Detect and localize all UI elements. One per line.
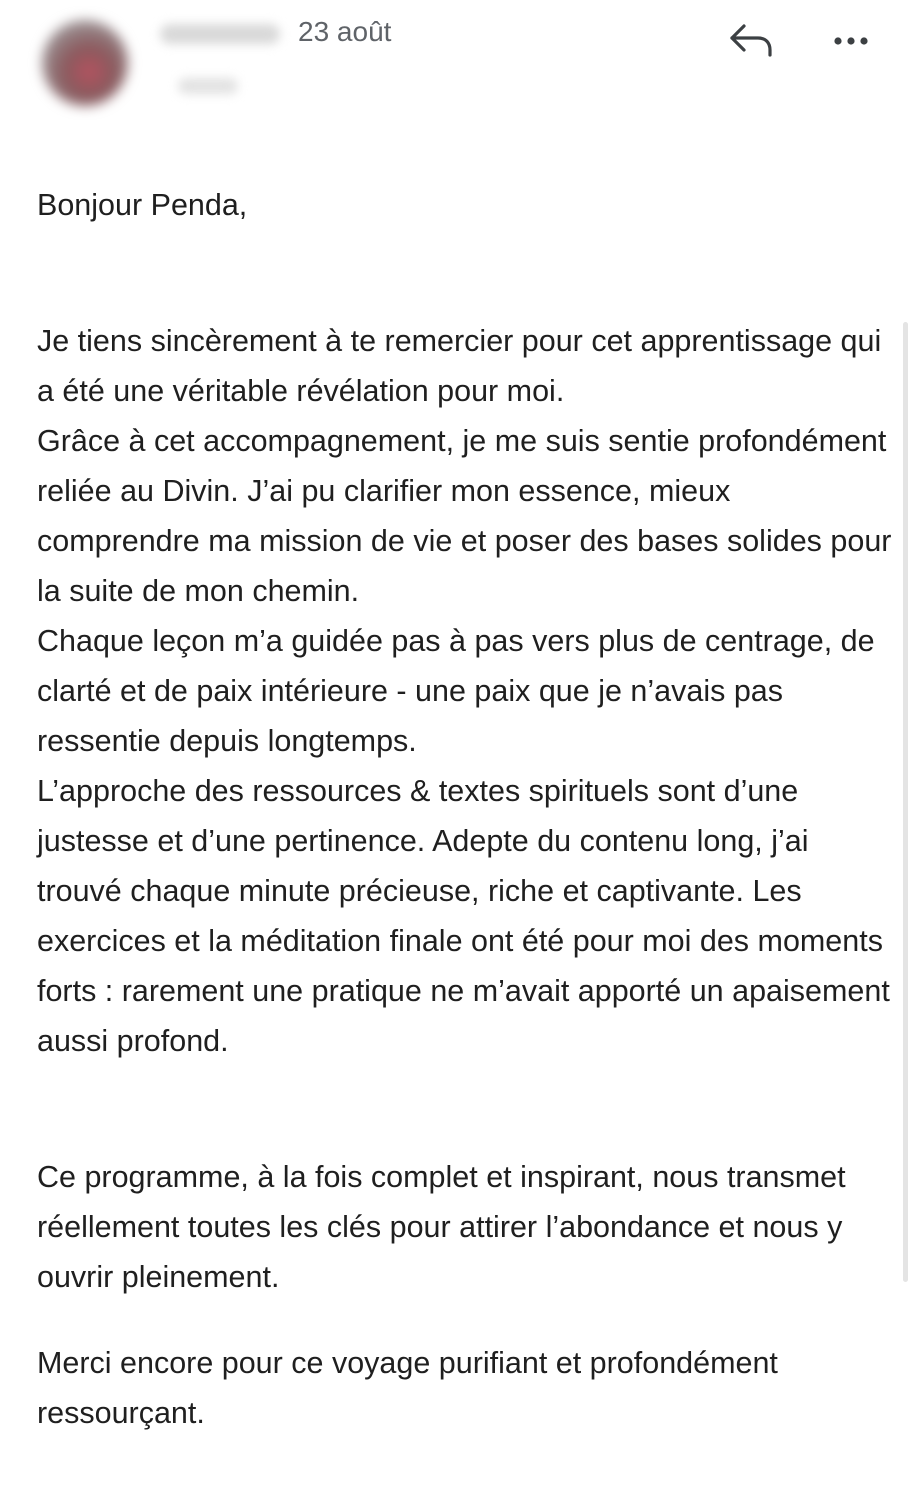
email-body xyxy=(37,180,897,1438)
scrollbar[interactable] xyxy=(903,322,908,1282)
reply-button[interactable] xyxy=(726,20,776,60)
sender-name-redacted xyxy=(160,24,280,44)
recipient-redacted xyxy=(178,78,238,94)
reply-arrow-icon xyxy=(726,20,776,60)
email-paragraph-program: Ce programme, à la fois complet et inspirant, nous transmet réellement toutes les clés pour attirer l’abondance et nous y ouvrir pleinement. xyxy=(37,1160,846,1294)
more-dots-icon xyxy=(830,24,874,56)
sender-avatar[interactable] xyxy=(42,20,128,106)
more-options-button[interactable] xyxy=(830,24,874,56)
email-greeting: Bonjour Penda, xyxy=(37,188,248,222)
email-date: 23 août xyxy=(298,16,392,47)
email-header xyxy=(0,0,915,120)
email-paragraph-thanks: Merci encore pour ce voyage purifiant et profondément ressourçant. xyxy=(37,1346,778,1430)
email-paragraph-main: Je tiens sincèrement à te remercier pour cet apprentissage qui a été une véritable révélation pour moi. Grâce à cet accompagnement, je me suis sentie profondément reliée au Divin. J’ai pu clarifier mon essence, mieux comprendre ma mission de vie et poser des bases solides pour la suite de mon chemin. Chaque leçon m’a guidée pas à pas vers plus de centrage, de clarté et de paix intérieure - une paix que je n’avais pas ressentie depuis longtemps. L’approche des ressources & textes spirituels sont d’une justesse et d’une pertinence. Adepte du contenu long, j’ai trouvé chaque minute précieuse, riche et captivante. Les exercices et la méditation finale ont été pour moi des moments forts : rarement une pratique ne m’avait apporté un apaisement aussi profond. xyxy=(37,324,892,1058)
